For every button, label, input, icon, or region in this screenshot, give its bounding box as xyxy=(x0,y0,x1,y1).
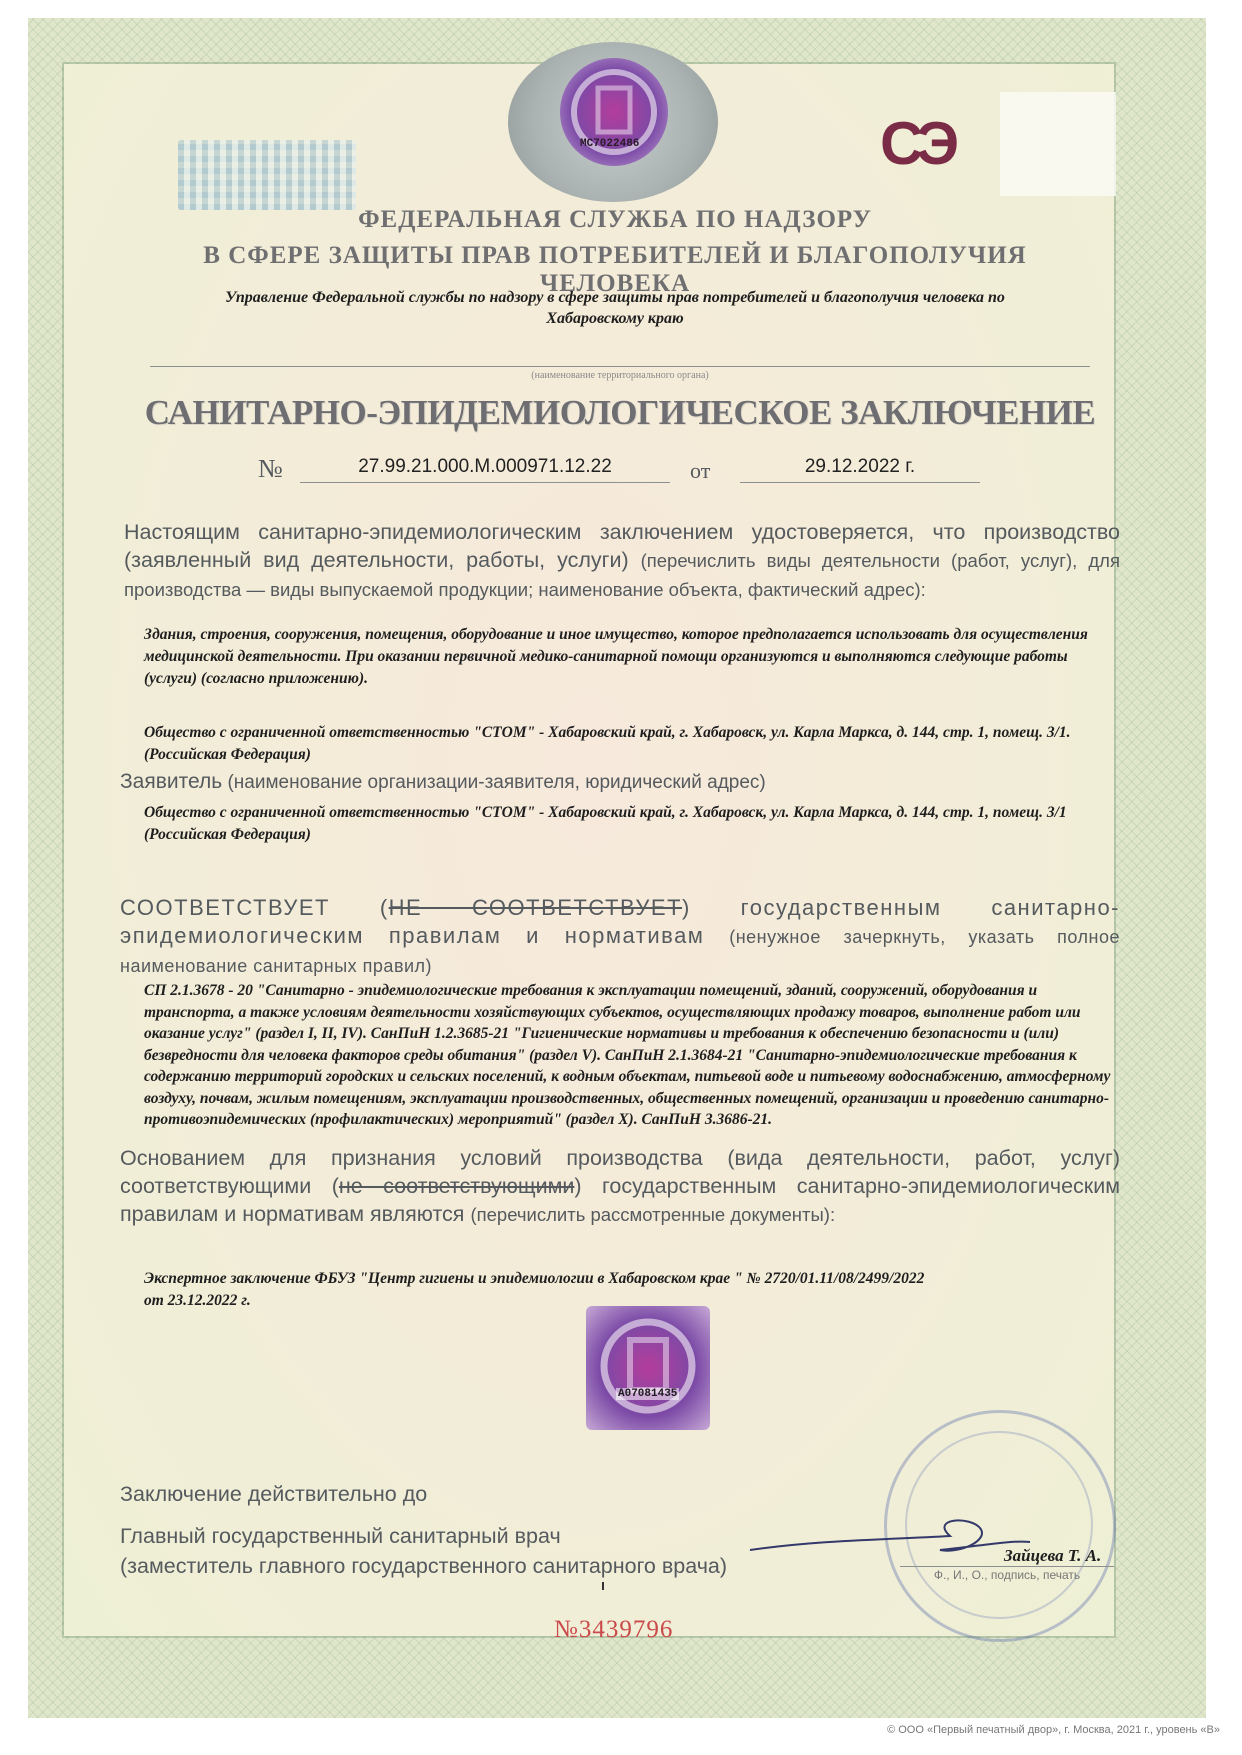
se-mark-text: СЭ xyxy=(880,110,954,177)
compliance-open-paren: ( xyxy=(379,895,389,920)
bottom-hologram xyxy=(586,1306,710,1430)
compliance-struck: НЕ СООТВЕТСТВУЕТ xyxy=(388,895,683,920)
grounds-value: Экспертное заключение ФБУЗ "Центр гигиены и эпидемиологии в Хабаровском крае " № 2720/01.11/08/2499/2022 от 23.12.2022 г. xyxy=(144,1270,925,1309)
signatory-title-deputy: (заместитель главного государственного санитарного врача) xyxy=(120,1554,728,1578)
signatory-title: Главный государственный санитарный врач xyxy=(120,1524,561,1548)
signatory-name: Зайцева Т. А. xyxy=(1004,1546,1102,1565)
compliance-word: СООТВЕТСТВУЕТ xyxy=(120,895,330,920)
sanitary-rules-list: СП 2.1.3678 - 20 "Санитарно - эпидемиологические требования к эксплуатации помещений, зданий, сооружений, оборудования и транспорта, а также условиям деятельности хозяйствующих субъектов, осуществляющих продажу товаров, выполнение работ или оказание услуг" (раздел I, II, IV). СанПиН 1.2.3685-21 "Гигиенические нормативы и требования к обеспечению безопасности и (или) безвредности для человека факторов среды обитания" (раздел V). СанПиН 2.1.3684-21 "Санитарно-эпидемиологические требования к содержанию территорий городских и сельских поселений, к водным объектам, питьевой воде и питьевому водоснабжению, атмосферному воздуху, почвам, жилым помещениям, эксплуатации производственных, общественных помещений, организации и проведению санитарно-противоэпидемических (профилактических) мероприятий" (раздел X). СанПиН 3.3686-21. xyxy=(144,982,1111,1128)
header-line-2: В СФЕРЕ ЗАЩИТЫ ПРАВ ПОТРЕБИТЕЛЕЙ И БЛАГОПОЛУЧИЯ ЧЕЛОВЕКА xyxy=(203,242,1027,297)
authority-caption: (наименование территориального органа) xyxy=(531,370,709,381)
number-underline xyxy=(300,482,670,483)
grounds-statement xyxy=(120,1144,1120,1229)
bottom-hologram-serial: A07081435 xyxy=(618,1388,678,1400)
grounds-struck: не соответствующими xyxy=(338,1174,575,1198)
lead-small-text: (перечислить виды деятельности (работ, услуг), для производства — виды выпускаемой продукции; наименование объекта, фактический адрес): xyxy=(124,550,1120,600)
number-label: № xyxy=(258,454,283,483)
header-line-1: ФЕДЕРАЛЬНАЯ СЛУЖБА ПО НАДЗОРУ xyxy=(358,206,872,233)
compliance-rest: ) государственным санитарно-эпидемиологическим правилам и нормативам xyxy=(120,895,1121,948)
section-production-lead xyxy=(124,518,1120,604)
signature-caption: Ф., И., О., подпись, печать xyxy=(933,1568,1081,1582)
applicant-hint: (наименование организации-заявителя, юридический адрес) xyxy=(227,772,766,793)
hologram-patch xyxy=(1000,92,1116,196)
validity-label: Заключение действительно до xyxy=(120,1482,428,1506)
compliance-hint: (ненужное зачеркнуть, указать полное наименование санитарных правил) xyxy=(120,927,1120,976)
ink-dot xyxy=(602,1582,604,1590)
applicant-value: Общество с ограниченной ответственностью "СТОМ" - Хабаровский край, г. Хабаровск, ул. Карла Маркса, д. 144, стр. 1, помещ. 3/1 (Российская Федерация) xyxy=(144,804,1067,843)
production-description: Здания, строения, сооружения, помещения, оборудование и иное имущество, которое предполагается использовать для осуществления медицинской деятельности. При оказании первичной медико-санитарной помощи организуются и выполняются следующие работы (услуги) (согласно приложению). xyxy=(144,626,1088,687)
grounds-hint: (перечислить рассмотренные документы): xyxy=(470,1204,836,1225)
authority-underline xyxy=(150,366,1090,367)
printer-imprint: © ООО «Первый печатный двор», г. Москва, 2021 г., уровень «В» xyxy=(887,1724,1220,1736)
authority-line-1: Управление Федеральной службы по надзору в сфере защиты прав потребителей и благополучия человека по xyxy=(225,289,1005,306)
certificate-number: 27.99.21.000.М.000971.12.22 xyxy=(358,456,612,477)
compliance-statement xyxy=(120,894,1120,980)
date-underline xyxy=(740,482,980,483)
se-mark-icon xyxy=(880,112,992,176)
blank-form-number: №3439796 xyxy=(554,1616,674,1643)
grounds-part2: ) государственным санитарно-эпидемиологическим правилам и нормативам являются xyxy=(120,1174,1120,1226)
lead-large-text: Настоящим санитарно-эпидемиологическим заключением удостоверяется, что производство (заявленный вид деятельности, работы, услуги) xyxy=(124,520,1120,572)
page-title: САНИТАРНО-ЭПИДЕМИОЛОГИЧЕСКОЕ ЗАКЛЮЧЕНИЕ xyxy=(144,393,1096,432)
top-hologram xyxy=(560,58,668,166)
object-address: Общество с ограниченной ответственностью "СТОМ" - Хабаровский край, г. Хабаровск, ул. Карла Маркса, д. 144, стр. 1, помещ. 3/1. (Российская Федерация) xyxy=(144,724,1071,763)
top-hologram-serial: MC7022486 xyxy=(580,138,640,150)
authority-line-2: Хабаровскому краю xyxy=(546,310,684,327)
certificate-date: 29.12.2022 г. xyxy=(804,456,916,477)
security-strip xyxy=(178,140,356,210)
signature-underline xyxy=(900,1566,1114,1567)
applicant-row xyxy=(120,770,1120,794)
applicant-label: Заявитель xyxy=(120,770,223,793)
signature-stroke xyxy=(740,1510,1040,1570)
rospotrebnadzor-emblem-icon xyxy=(586,1306,710,1430)
grounds-part1: Основанием для признания условий производства (вида деятельности, работ, услуг) соответствующими ( xyxy=(120,1146,1120,1198)
date-from-label: от xyxy=(690,458,711,483)
